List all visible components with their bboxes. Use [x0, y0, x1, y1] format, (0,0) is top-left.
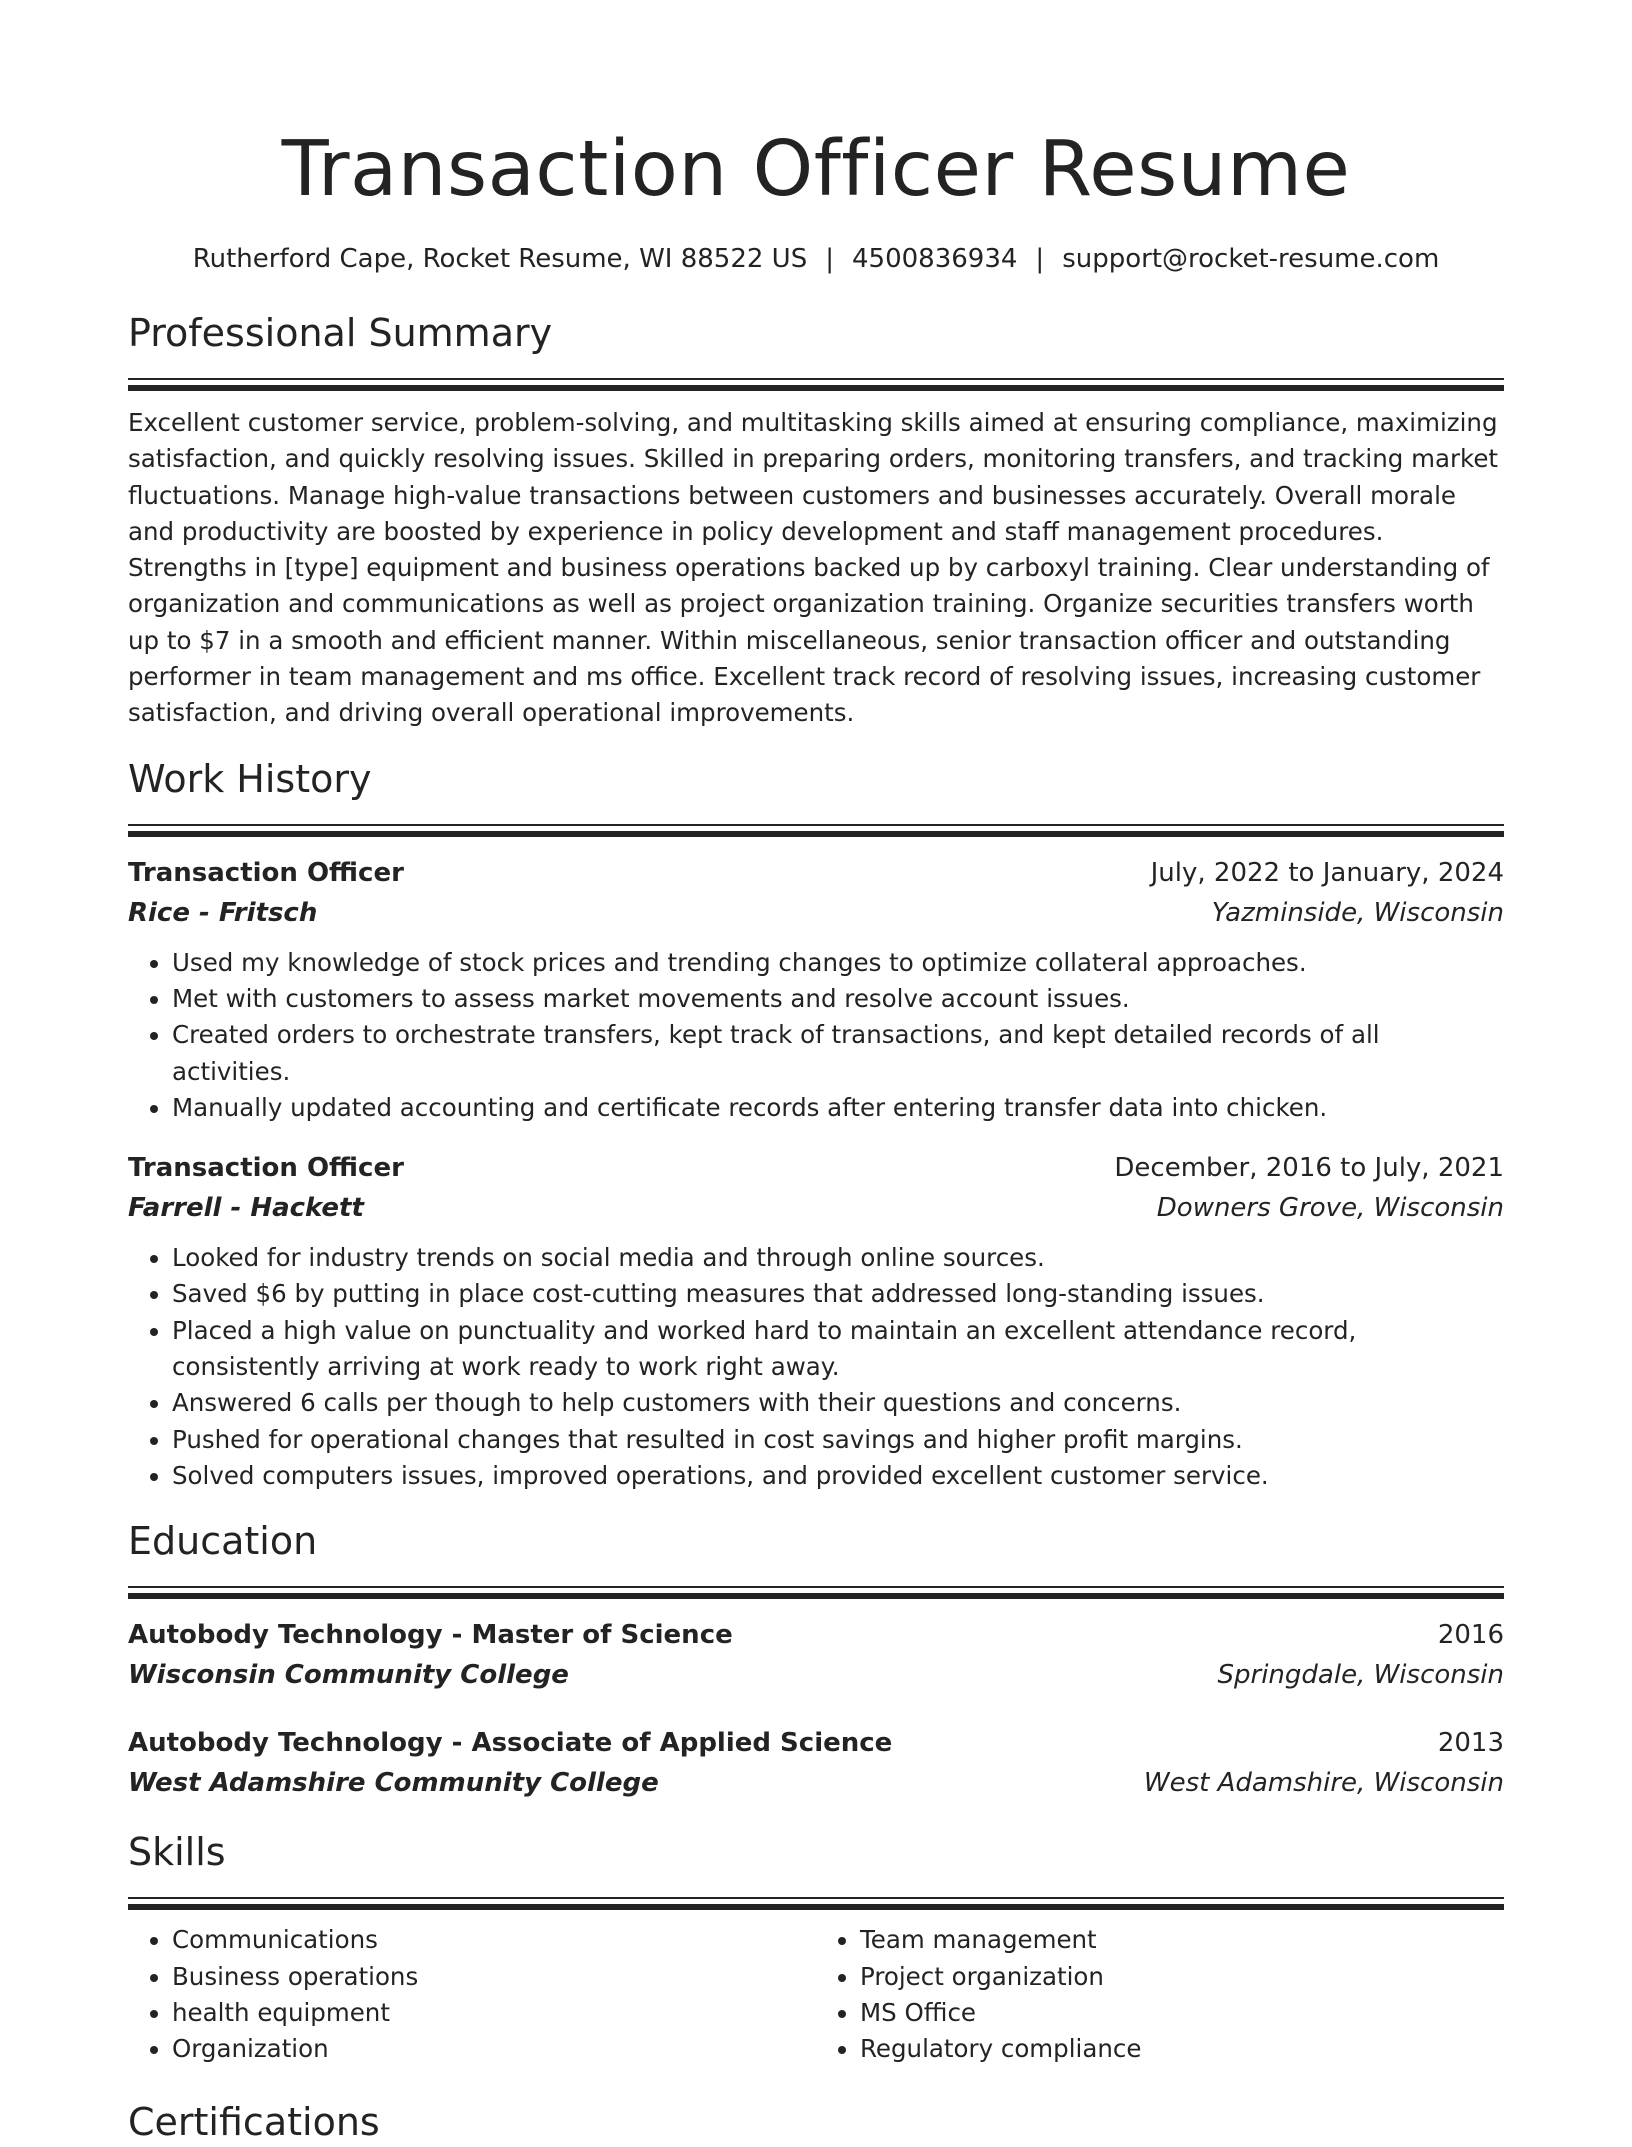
education-school: West Adamshire Community College	[128, 1768, 659, 1799]
education-entry	[128, 1723, 1504, 1803]
resume-title: Transaction Officer Resume	[281, 125, 1351, 214]
section-title-work-history: Work History	[128, 756, 372, 801]
work-history-section	[128, 754, 1504, 1495]
summary-section	[128, 308, 1504, 732]
section-divider	[128, 824, 1504, 837]
list-item: • Solved computers issues, improved operations, and provided excellent customer service.	[172, 1458, 1504, 1494]
list-item: • Business operations	[172, 1959, 816, 1995]
contact-address: Rutherford Cape, Rocket Resume, WI 88522 US	[192, 244, 808, 274]
skills-columns	[128, 1922, 1504, 2067]
job-company: Farrell - Hackett	[128, 1193, 364, 1224]
list-item: • Communications	[172, 1922, 816, 1958]
education-header	[128, 1615, 1504, 1655]
list-item: • Met with customers to assess market movements and resolve account issues.	[172, 981, 1504, 1017]
section-divider	[128, 1586, 1504, 1599]
job-dates: July, 2022 to January, 2024	[1150, 857, 1504, 888]
list-item: • Team management	[860, 1922, 1504, 1958]
section-title-summary: Professional Summary	[128, 311, 553, 355]
education-year: 2016	[1437, 1620, 1504, 1651]
section-divider	[128, 1897, 1504, 1910]
job-location: Yazminside, Wisconsin	[1211, 897, 1504, 928]
list-item: • Looked for industry trends on social media and through online sources.	[172, 1240, 1504, 1276]
list-item: • Created orders to orchestrate transfers, kept track of transactions, and kept detailed records of all activities.	[172, 1017, 1504, 1090]
section-title-skills: Skills	[128, 1830, 226, 1875]
job-company: Rice - Fritsch	[128, 897, 318, 928]
job-subheader	[128, 893, 1504, 933]
list-item: • Used my knowledge of stock prices and trending changes to optimize collateral approaches.	[172, 945, 1504, 981]
education-entry	[128, 1615, 1504, 1695]
certifications-section	[128, 2097, 1504, 2147]
job-bullets	[128, 945, 1504, 1126]
job-location: Downers Grove, Wisconsin	[1156, 1193, 1504, 1224]
job-entry	[128, 853, 1504, 1126]
list-item: • MS Office	[860, 1995, 1504, 2031]
education-location: Springdale, Wisconsin	[1217, 1660, 1504, 1691]
contact-email[interactable]: support@rocket-resume.com	[1062, 244, 1440, 274]
contact-line	[128, 242, 1504, 276]
section-title-certifications: Certifications	[128, 2100, 380, 2145]
skills-column-right	[816, 1922, 1504, 2067]
list-item: • Saved $6 by putting in place cost-cutting measures that addressed long-standing issues.	[172, 1276, 1504, 1312]
education-degree: Autobody Technology - Associate of Applied Science	[128, 1728, 893, 1759]
job-bullets	[128, 1240, 1504, 1494]
summary-text: Excellent customer service, problem-solving, and multitasking skills aimed at ensuring compliance, maximizing satisfaction, and quickly resolving issues. Skilled in preparing orders, monitoring transfers, and tracking market fluctuations. Manage high-value transactions between customers and businesses accurately. Overall morale and productivity are boosted by experience in policy development and staff management procedures. Strengths in [type] equipment and business operations backed up by carboxyl training. Clear understanding of organization and communications as well as project organization training. Organize securities transfers worth up to $7 in a smooth and efficient manner. Within miscellaneous, senior transaction officer and outstanding performer in team management and ms office. Excellent track record of resolving issues, increasing customer satisfaction, and driving overall operational improvements.	[128, 408, 1499, 728]
education-school: Wisconsin Community College	[128, 1660, 569, 1691]
list-item: • Project organization	[860, 1959, 1504, 1995]
job-dates: December, 2016 to July, 2021	[1114, 1153, 1504, 1184]
list-item: • Answered 6 calls per though to help customers with their questions and concerns.	[172, 1385, 1504, 1421]
contact-separator: |	[825, 244, 834, 274]
list-item: • health equipment	[172, 1995, 816, 2031]
education-subheader	[128, 1655, 1504, 1695]
job-header	[128, 853, 1504, 893]
section-divider	[128, 378, 1504, 391]
list-item: • Manually updated accounting and certificate records after entering transfer data into chicken.	[172, 1090, 1504, 1126]
list-item: • Pushed for operational changes that resulted in cost savings and higher profit margins.	[172, 1422, 1504, 1458]
job-title: Transaction Officer	[128, 857, 404, 888]
skills-section	[128, 1827, 1504, 2067]
education-subheader	[128, 1763, 1504, 1803]
job-header	[128, 1148, 1504, 1188]
education-section	[128, 1516, 1504, 1803]
list-item: • Regulatory compliance	[860, 2031, 1504, 2067]
list-item: • Organization	[172, 2031, 816, 2067]
section-title-education: Education	[128, 1519, 318, 1564]
education-degree: Autobody Technology - Master of Science	[128, 1620, 733, 1651]
job-entry	[128, 1148, 1504, 1494]
list-item: • Placed a high value on punctuality and worked hard to maintain an excellent attendance record, consistently arriving at work ready to work right away.	[172, 1313, 1504, 1386]
contact-separator: |	[1035, 244, 1045, 274]
education-header	[128, 1723, 1504, 1763]
job-title: Transaction Officer	[128, 1153, 404, 1184]
education-year: 2013	[1437, 1728, 1504, 1759]
education-location: West Adamshire, Wisconsin	[1143, 1768, 1504, 1799]
contact-phone: 4500836934	[852, 244, 1018, 274]
job-subheader	[128, 1188, 1504, 1228]
skills-column-left	[128, 1922, 816, 2067]
